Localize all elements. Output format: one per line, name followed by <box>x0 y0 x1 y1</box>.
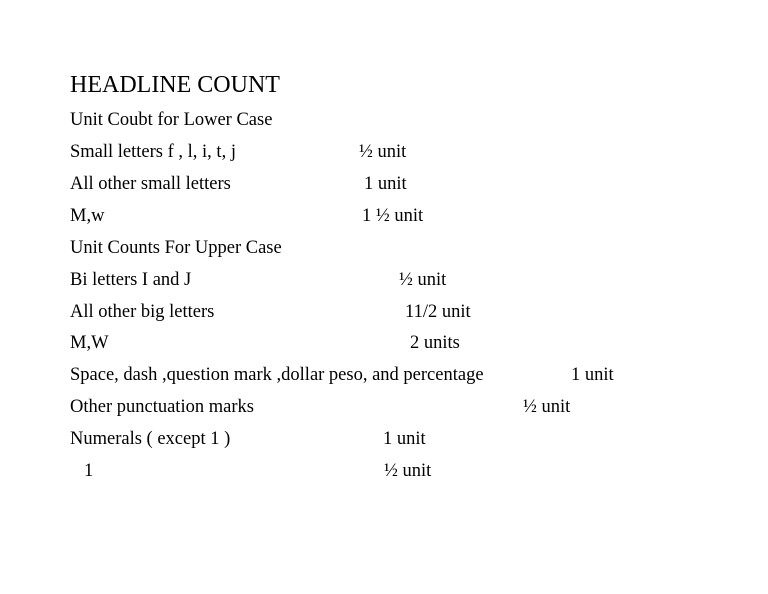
row-value-other-big-letters: 11/2 unit <box>405 302 471 322</box>
row-label-numerals: Numerals ( except 1 ) <box>70 429 231 449</box>
row-value-punctuation: ½ unit <box>523 397 571 417</box>
row-label-other-big-letters: All other big letters <box>70 302 215 322</box>
row-label-numeral-one: 1 <box>84 461 94 481</box>
row-label-punctuation: Other punctuation marks <box>70 397 254 417</box>
row-value-small-letters: ½ unit <box>359 142 407 162</box>
upper-case-heading: Unit Counts For Upper Case <box>70 238 282 258</box>
row-label-upper-mw: M,W <box>70 333 109 353</box>
row-value-lower-mw: 1 ½ unit <box>362 206 424 226</box>
row-label-lower-mw: M,w <box>70 206 105 226</box>
row-value-other-small-letters: 1 unit <box>364 174 407 194</box>
row-label-space-dash: Space, dash ,question mark ,dollar peso, and percentage <box>70 365 484 385</box>
row-value-space-dash: 1 unit <box>571 365 614 385</box>
row-label-other-small-letters: All other small letters <box>70 174 231 194</box>
row-label-big-i-j: Bi letters I and J <box>70 270 192 290</box>
row-value-numeral-one: ½ unit <box>384 461 432 481</box>
row-label-small-letters: Small letters f , l, i, t, j <box>70 142 236 162</box>
lower-case-heading: Unit Coubt for Lower Case <box>70 110 273 130</box>
row-value-numerals: 1 unit <box>383 429 426 449</box>
row-value-upper-mw: 2 units <box>410 333 460 353</box>
page-title: HEADLINE COUNT <box>70 72 280 98</box>
row-value-big-i-j: ½ unit <box>399 270 447 290</box>
